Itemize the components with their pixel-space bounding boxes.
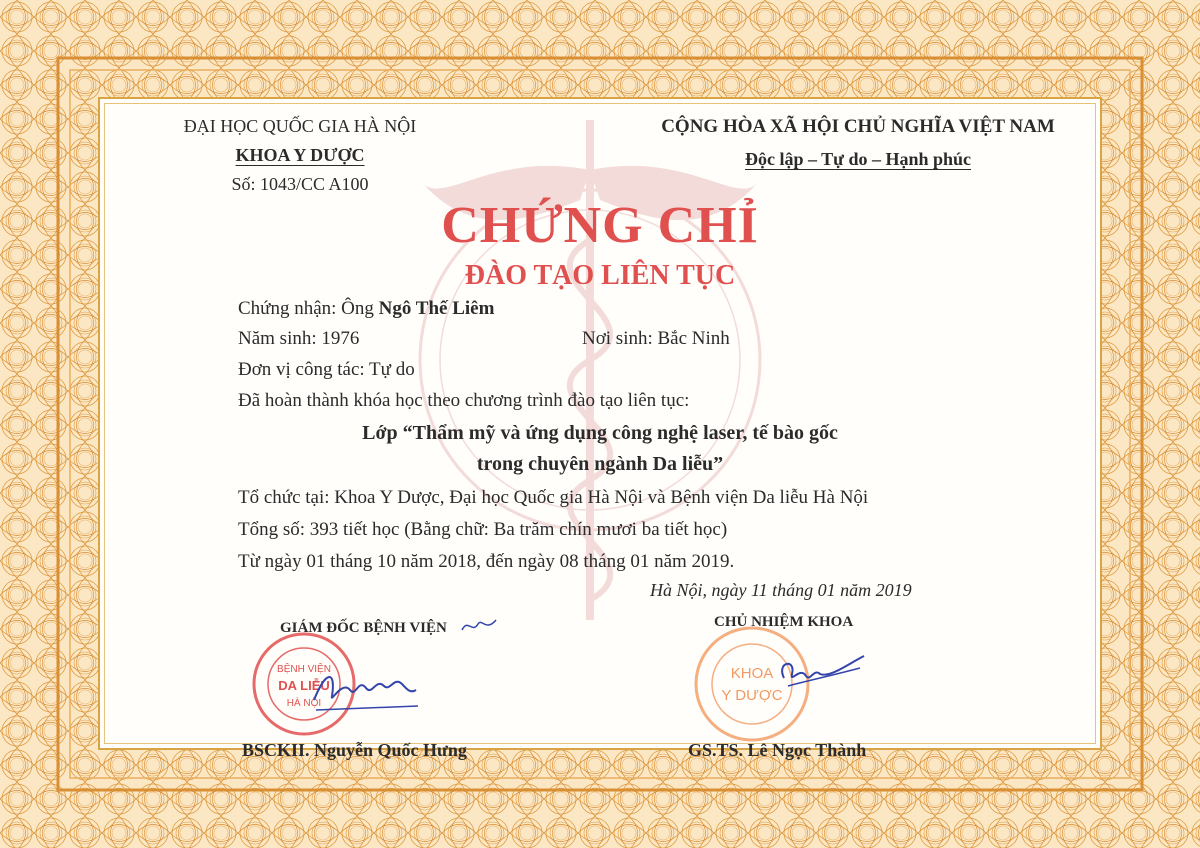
left-signature xyxy=(306,660,426,720)
stamp-right-line1: KHOA xyxy=(730,665,774,682)
certify-line xyxy=(238,298,494,320)
right-signer-role: CHỦ NHIỆM KHOA xyxy=(714,614,854,630)
stamp-left-line2: DA LIỄU xyxy=(278,678,330,693)
certificate-subtitle: ĐÀO TẠO LIÊN TỤC xyxy=(464,260,736,291)
national-motto: Độc lập – Tự do – Hạnh phúc xyxy=(744,149,972,169)
university-name: ĐẠI HỌC QUỐC GIA HÀ NỘI xyxy=(183,116,417,136)
total-hours: Tổng số: 393 tiết học (Bằng chữ: Ba trăm chín mươi ba tiết học) xyxy=(238,519,728,540)
stamp-right-line2: Y DƯỢC xyxy=(721,687,783,704)
course-title-line1: Lớp “Thẩm mỹ và ứng dụng công nghệ laser, tế bào gốc xyxy=(362,422,838,444)
organized-at: Tổ chức tại: Khoa Y Dược, Đại học Quốc gia Hà Nội và Bệnh viện Da liễu Hà Nội xyxy=(238,487,869,508)
course-dates: Từ ngày 01 tháng 10 năm 2018, đến ngày 08 tháng 01 năm 2019. xyxy=(238,551,735,572)
left-signer-role: GIÁM ĐỐC BỆNH VIỆN xyxy=(280,620,447,636)
completion-statement: Đã hoàn thành khóa học theo chương trình đào tạo liên tục: xyxy=(238,390,690,411)
initial-mark xyxy=(460,616,500,636)
document-number: Số: 1043/CC A100 xyxy=(231,174,369,194)
faculty-name: KHOA Y DƯỢC xyxy=(235,145,365,165)
birth-place: Nơi sinh: Bắc Ninh xyxy=(582,328,730,349)
right-signature xyxy=(770,648,870,698)
stamp-left-line3: HÀ NỘI xyxy=(286,698,322,709)
right-signer-name: GS.TS. Lê Ngọc Thành xyxy=(688,740,867,760)
republic-name: CỘNG HÒA XÃ HỘI CHỦ NGHĨA VIỆT NAM xyxy=(661,116,1055,137)
workplace: Đơn vị công tác: Tự do xyxy=(238,359,415,380)
course-title-line2: trong chuyên ngành Da liễu” xyxy=(476,453,724,475)
certify-label: Chứng nhận: Ông xyxy=(238,298,379,319)
stamp-left-line1: BỆNH VIỆN xyxy=(277,664,331,675)
place-and-date: Hà Nội, ngày 11 tháng 01 năm 2019 xyxy=(650,580,912,600)
certificate-title: CHỨNG CHỈ xyxy=(441,197,759,254)
birth-year: Năm sinh: 1976 xyxy=(238,328,360,349)
left-signer-name: BSCKII. Nguyễn Quốc Hưng xyxy=(242,740,467,760)
recipient-name: Ngô Thế Liêm xyxy=(378,298,495,319)
